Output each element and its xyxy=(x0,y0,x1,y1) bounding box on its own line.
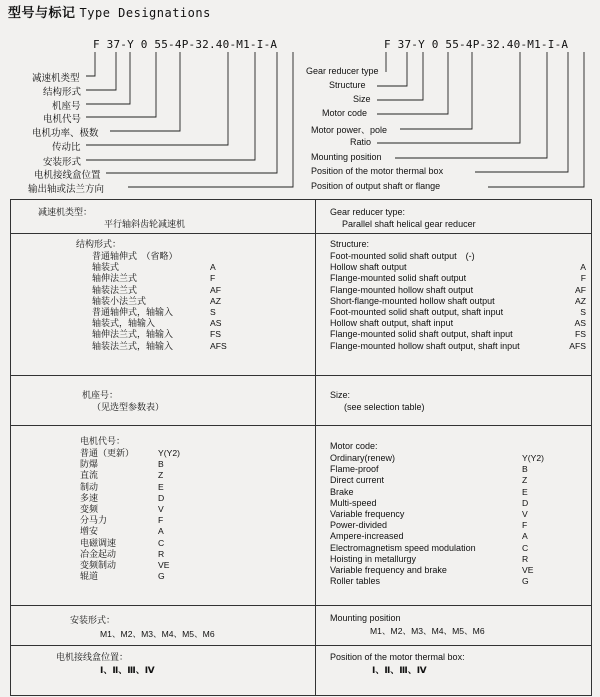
thermal-en-text: Ⅰ、Ⅱ、Ⅲ、Ⅳ xyxy=(372,665,427,675)
thermal-cn-title: 电机接线盒位置： xyxy=(56,652,129,662)
structure-en-title: Structure: xyxy=(330,239,370,249)
table-divider-1 xyxy=(10,233,592,234)
structure-en-codes xyxy=(560,251,586,352)
motor-en-item: Hoisting in metallurgy xyxy=(330,553,417,564)
structure-en-code: FS xyxy=(575,329,586,340)
motor-cn-code: Z xyxy=(158,470,164,481)
mounting-en-title: Mounting position xyxy=(330,613,401,623)
motor-en-item: Flame-proof xyxy=(330,464,379,475)
code-string-right: F 37-Y 0 55-4P-32.40-M1-I-A xyxy=(384,38,569,51)
motor-cn-list xyxy=(80,448,134,582)
motor-cn-item: 直流 xyxy=(80,470,99,481)
structure-cn-code: AF xyxy=(210,284,221,295)
structure-en-item: Flange-mounted solid shaft output xyxy=(330,273,467,284)
motor-cn-code: D xyxy=(158,492,165,503)
structure-cn-code: S xyxy=(210,307,216,318)
right-label-5: Motor power、pole xyxy=(311,125,388,135)
motor-cn-code: VE xyxy=(158,560,170,571)
thermal-en-title: Position of the motor thermal box: xyxy=(330,652,465,662)
structure-cn-code xyxy=(210,251,227,262)
motor-en-code: A xyxy=(522,531,528,542)
motor-cn-code: B xyxy=(158,459,164,470)
structure-en-item: Short-flange-mounted hollow shaft output xyxy=(330,295,495,306)
motor-cn-item: 电磁调速 xyxy=(80,537,117,548)
motor-en-code: V xyxy=(522,509,528,520)
motor-cn-title: 电机代号： xyxy=(80,436,126,446)
motor-en-item: Variable frequency and brake xyxy=(330,565,447,576)
motor-cn-code: A xyxy=(158,526,164,537)
structure-en-list xyxy=(330,251,520,352)
structure-cn-code: FS xyxy=(210,329,221,340)
structure-en-code: A xyxy=(580,262,586,273)
reducer-cn-title: 减速机类型： xyxy=(38,207,93,217)
code-string-left: F 37-Y 0 55-4P-32.40-M1-I-A xyxy=(93,38,278,51)
structure-cn-item: 轴装小法兰式 xyxy=(92,295,147,306)
structure-en-code: F xyxy=(580,273,586,284)
motor-cn-code: Y(Y2) xyxy=(158,448,180,458)
structure-cn-code: F xyxy=(210,273,216,284)
structure-cn-title: 结构形式： xyxy=(76,239,122,249)
table-divider-4 xyxy=(10,605,592,606)
motor-cn-item: 辊道 xyxy=(80,571,99,582)
left-label-4: 电机代号 xyxy=(43,114,82,125)
structure-en-code: AF xyxy=(575,284,586,295)
structure-en-code: AZ xyxy=(575,295,586,306)
motor-en-code: Z xyxy=(522,475,528,486)
structure-en-item: Foot-mounted solid shaft output, shaft input xyxy=(330,307,504,318)
motor-cn-code: C xyxy=(158,537,165,548)
reducer-cn-text: 平行轴斜齿轮减速机 xyxy=(104,219,186,229)
structure-en-code xyxy=(560,251,586,262)
motor-cn-code: E xyxy=(158,481,164,492)
motor-en-code: Y(Y2) xyxy=(522,453,544,463)
motor-en-item: Power-divided xyxy=(330,520,388,531)
structure-en-item: Flange-mounted solid shaft output, shaft input xyxy=(330,329,513,340)
left-label-5: 电机功率、极数 xyxy=(32,128,99,139)
motor-en-item: Direct current xyxy=(330,475,385,486)
motor-cn-item: 多速 xyxy=(80,492,99,503)
motor-en-code: F xyxy=(522,520,528,531)
structure-cn-code: AS xyxy=(210,318,222,329)
right-label-1: Gear reducer type xyxy=(306,66,379,76)
structure-cn-codes xyxy=(210,251,227,352)
motor-en-code: D xyxy=(522,497,529,508)
structure-en-item: Flange-mounted hollow shaft output, shaft input xyxy=(330,340,520,351)
reducer-en-title: Gear reducer type: xyxy=(330,207,406,217)
motor-cn-code: R xyxy=(158,548,165,559)
left-label-6: 传动比 xyxy=(52,142,81,153)
motor-en-code: C xyxy=(522,542,529,553)
right-label-9: Position of output shaft or flange xyxy=(311,181,441,191)
structure-cn-item: 轴装法兰式 xyxy=(92,284,138,295)
size-en-text: (see selection table) xyxy=(344,402,425,412)
structure-cn-item: 轴伸法兰式，轴输入 xyxy=(92,329,174,340)
motor-cn-item: 分马力 xyxy=(80,515,108,526)
left-label-2: 结构形式 xyxy=(43,87,82,98)
size-en-title: Size: xyxy=(330,390,351,400)
left-label-1: 减速机类型 xyxy=(32,73,80,84)
motor-en-item: Ampere-increased xyxy=(330,531,404,542)
structure-en-code: AS xyxy=(574,318,586,329)
structure-cn-item: 普通轴伸式 （省略） xyxy=(92,251,178,261)
right-label-6: Ratio xyxy=(350,137,372,147)
motor-cn-item: 制动 xyxy=(80,481,99,492)
motor-cn-item: 变频 xyxy=(80,504,99,515)
structure-cn-code: A xyxy=(210,262,216,273)
motor-en-code: B xyxy=(522,464,528,475)
right-label-3: Size xyxy=(353,94,371,104)
structure-cn-list xyxy=(92,251,178,352)
structure-en-code: AFS xyxy=(569,340,586,351)
right-label-7: Mounting position xyxy=(311,152,382,162)
motor-cn-codes xyxy=(158,448,180,582)
motor-cn-item: 增安 xyxy=(80,526,99,537)
structure-en-code: S xyxy=(580,307,586,318)
mounting-cn-title: 安装形式： xyxy=(70,615,116,625)
motor-cn-code: G xyxy=(158,571,165,582)
motor-cn-item: 防爆 xyxy=(80,459,99,470)
motor-en-item: Ordinary(renew) xyxy=(330,453,396,463)
structure-en-item: Hollow shaft output, shaft input xyxy=(330,318,454,329)
table-divider-2 xyxy=(10,375,592,376)
left-label-9: 输出轴或法兰方向 xyxy=(28,184,105,195)
structure-cn-item: 轴伸法兰式 xyxy=(92,273,138,284)
structure-en-item: Hollow shaft output xyxy=(330,262,407,273)
motor-cn-code: V xyxy=(158,504,164,515)
reducer-en-text: Parallel shaft helical gear reducer xyxy=(342,219,476,229)
structure-en-item: Flange-mounted hollow shaft output xyxy=(330,284,474,295)
motor-en-code: G xyxy=(522,576,529,587)
motor-en-code: VE xyxy=(522,565,534,576)
motor-en-title: Motor code: xyxy=(330,441,378,451)
structure-cn-item: 轴装式 xyxy=(92,262,120,273)
left-label-7: 安装形式 xyxy=(43,157,82,168)
table-column-divider xyxy=(315,199,316,696)
title-en: Type Designations xyxy=(79,6,211,20)
motor-en-code: R xyxy=(522,553,529,564)
motor-en-item: Multi-speed xyxy=(330,497,377,508)
structure-cn-item: 轴装法兰式，轴输入 xyxy=(92,340,174,351)
right-label-2: Structure xyxy=(329,80,366,90)
thermal-cn-text: Ⅰ、Ⅱ、Ⅲ、Ⅳ xyxy=(100,665,155,675)
motor-en-list xyxy=(330,453,476,587)
structure-cn-item: 轴装式，轴输入 xyxy=(92,318,156,329)
motor-en-item: Variable frequency xyxy=(330,509,405,520)
size-cn-title: 机座号： xyxy=(82,390,119,400)
mounting-en-text: M1、M2、M3、M4、M5、M6 xyxy=(370,626,485,636)
structure-en-item: Foot-mounted solid shaft output (-) xyxy=(330,251,475,261)
motor-en-item: Electromagnetism speed modulation xyxy=(330,542,476,553)
left-label-8: 电机接线盒位置 xyxy=(34,170,101,181)
structure-cn-code: AZ xyxy=(210,295,221,306)
table-divider-3 xyxy=(10,425,592,426)
structure-cn-item: 普通轴伸式，轴输入 xyxy=(92,307,174,318)
motor-en-codes xyxy=(522,453,544,587)
motor-cn-code: F xyxy=(158,515,164,526)
table-divider-5 xyxy=(10,645,592,646)
size-cn-text: （见选型参数表） xyxy=(92,402,165,412)
title-cn: 型号与标记 xyxy=(8,5,76,20)
right-label-8: Position of the motor thermal box xyxy=(311,166,444,176)
motor-cn-item: 普通（更新） xyxy=(80,448,135,458)
structure-cn-code: AFS xyxy=(210,340,227,351)
mounting-cn-text: M1、M2、M3、M4、M5、M6 xyxy=(100,629,215,639)
motor-en-code: E xyxy=(522,486,528,497)
left-label-3: 机座号 xyxy=(52,101,81,112)
motor-cn-item: 冶金起动 xyxy=(80,548,117,559)
motor-en-item: Roller tables xyxy=(330,576,381,587)
right-label-4: Motor code xyxy=(322,108,368,118)
motor-cn-item: 变频制动 xyxy=(80,560,117,571)
motor-en-item: Brake xyxy=(330,486,354,497)
